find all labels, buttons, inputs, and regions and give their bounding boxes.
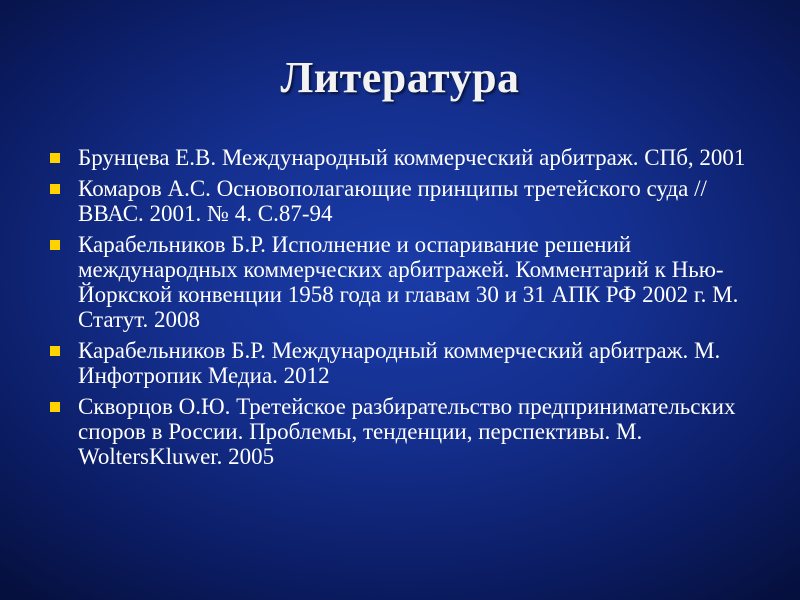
square-bullet-icon [50,402,60,412]
list-item [48,176,748,226]
list-item-text: Брунцева Е.В. Международный коммерческий арбитраж. СПб, 2001 [78,145,746,170]
square-bullet-icon [50,240,60,250]
list-item-text: Скворцов О.Ю. Третейское разбирательство предпринимательских споров в России. Проблемы, тенденции, перспективы. М. WoltersKluwer. 2005 [78,394,736,469]
list-item [48,338,748,388]
list-item [48,394,748,469]
square-bullet-icon [50,184,60,194]
list-item-text: Комаров А.С. Основополагающие принципы третейского суда // ВВАС. 2001. № 4. С.87-94 [78,176,707,226]
list-item [48,145,748,170]
bibliography-list [48,145,748,475]
slide-title: Литература [280,53,520,102]
list-item [48,232,748,332]
square-bullet-icon [50,346,60,356]
square-bullet-icon [50,153,60,163]
list-item-text: Карабельников Б.Р. Исполнение и оспаривание решений международных коммерческих арбитражей. Комментарий к Нью-Йоркской конвенции 1958 года и главам 30 и 31 АПК РФ 2002 г. М. Статут. 2008 [78,232,739,332]
list-item-text: Карабельников Б.Р. Международный коммерческий арбитраж. М. Инфотропик Медиа. 2012 [78,338,721,388]
